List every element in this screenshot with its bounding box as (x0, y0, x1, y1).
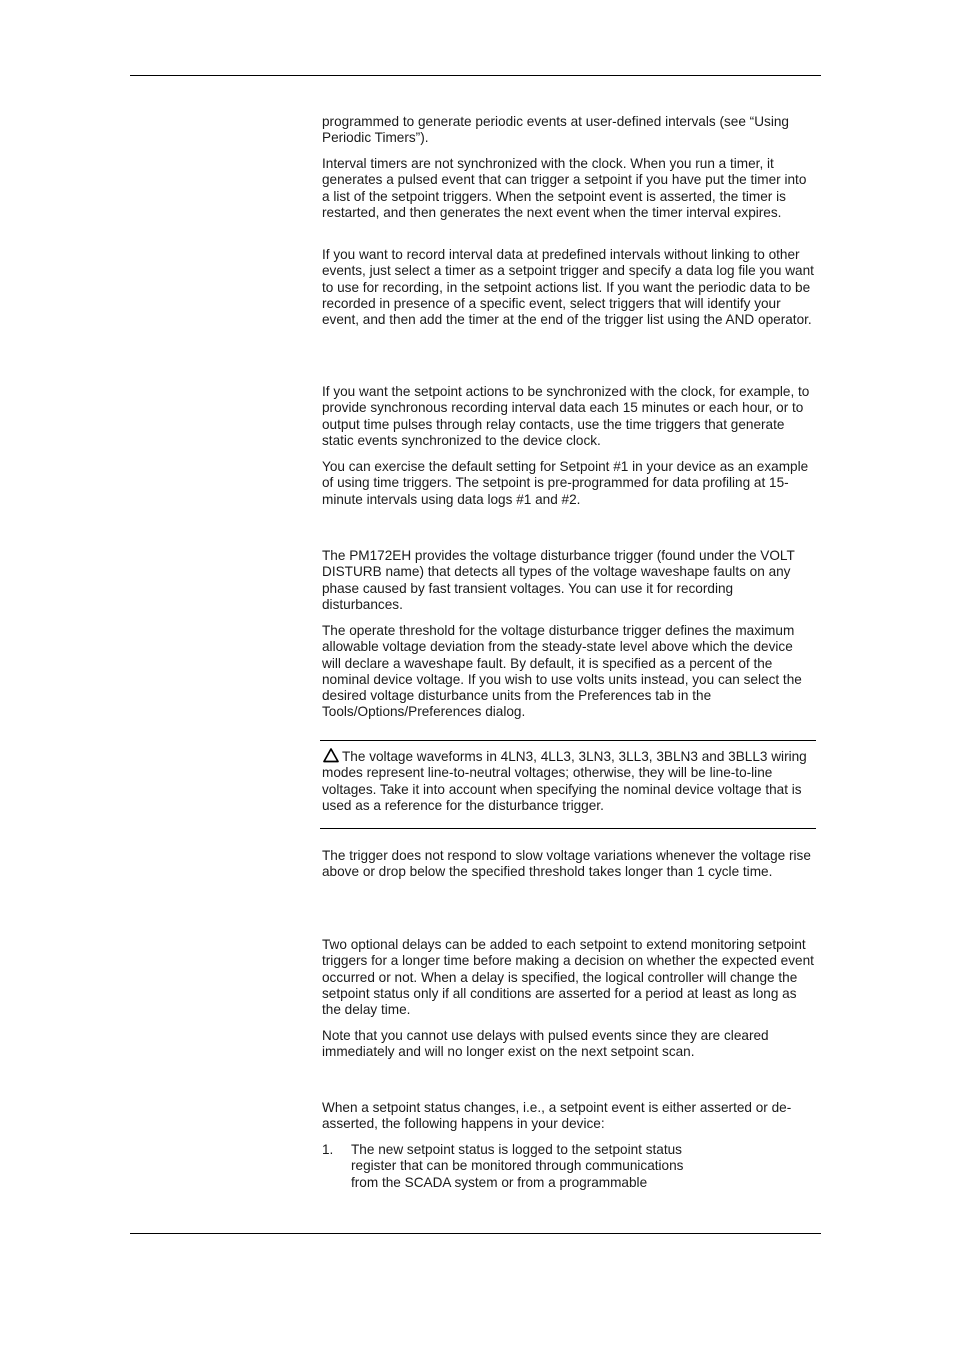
paragraph-time-triggers: If you want the setpoint actions to be synchronized with the clock, for example, to provide synchronous recording interval data each 15 minutes or each hour, or to output time pulses through relay contacts, use the time triggers that generate static events synchronized to the device clock. (322, 384, 810, 448)
paragraph-status-changes: When a setpoint status changes, i.e., a setpoint event is either asserted or de-asserted, the following happens in your device: (322, 1100, 792, 1132)
paragraph-voltage-disturbance: The PM172EH provides the voltage disturbance trigger (found under the VOLT DISTURB name) that detects all types of the voltage waveshape faults on any phase caused by fast transient voltages. You can use it for recording disturbances. (322, 548, 795, 612)
note-text: The voltage waveforms in 4LN3, 4LL3, 3LN3, 3LL3, 3BLN3 and 3BLL3 wiring modes represent line-to-neutral voltages; otherwise, they will be line-to-line voltages. Take it into account when specifying the nominal device voltage that is used as a reference for the disturbance trigger. (322, 749, 807, 813)
header-rule (130, 75, 821, 76)
paragraph-pulsed-events: Note that you cannot use delays with pulsed events since they are cleared immediately and will no longer exist on the next setpoint scan. (322, 1028, 769, 1060)
note-bottom-rule (320, 828, 816, 829)
paragraph-slow-variations: The trigger does not respond to slow voltage variations whenever the voltage rise above or drop below the specified threshold takes longer than 1 cycle time. (322, 848, 811, 880)
paragraph-optional-delays: Two optional delays can be added to each setpoint to extend monitoring setpoint triggers for a longer time before making a decision on whether the expected event occurred or not. When a delay is specified, the logical controller will change the setpoint status only if all conditions are asserted for a period at least as long as the delay time. (322, 937, 814, 1018)
note-top-rule (320, 740, 816, 741)
list-item-number: 1. (322, 1142, 334, 1157)
paragraph-record-interval-data: If you want to record interval data at predefined intervals without linking to other events, just select a timer as a setpoint trigger and specify a data log file you want to use for recording, in the setpoint actions list. If you want the periodic data to be recorded in presence of a specific event, select triggers that will identify your event, and then add the timer at the end of the trigger list using the AND operator. (322, 247, 814, 328)
paragraph-interval-timers: Interval timers are not synchronized with the clock. When you run a timer, it generates a pulsed event that can trigger a setpoint if you have put the timer into a list of the setpoint triggers. When the setpoint event is asserted, the timer is restarted, and then generates the next event when the timer interval expires. (322, 156, 807, 220)
paragraph-periodic-timers: programmed to generate periodic events at user-defined intervals (see “Using Periodic Timers”). (322, 114, 789, 146)
caution-triangle-icon (322, 749, 342, 765)
paragraph-operate-threshold: The operate threshold for the voltage disturbance trigger defines the maximum allowable voltage deviation from the steady-state level above which the device will declare a waveshape fault. By default, it is specified as a percent of the nominal device voltage. If you wish to use volts units instead, you can select the desired voltage disturbance units from the Preferences tab in the Tools/Options/Preferences dialog. (322, 623, 802, 720)
note-box (322, 749, 812, 814)
paragraph-setpoint-example: You can exercise the default setting for Setpoint #1 in your device as an example of using time triggers. The setpoint is pre-programmed for data profiling at 15-minute intervals using data logs #1 and #2. (322, 459, 809, 507)
list-item-text: The new setpoint status is logged to the setpoint status register that can be monitored through communications from the SCADA system or from a programmable (351, 1142, 684, 1190)
footer-rule (130, 1233, 821, 1234)
